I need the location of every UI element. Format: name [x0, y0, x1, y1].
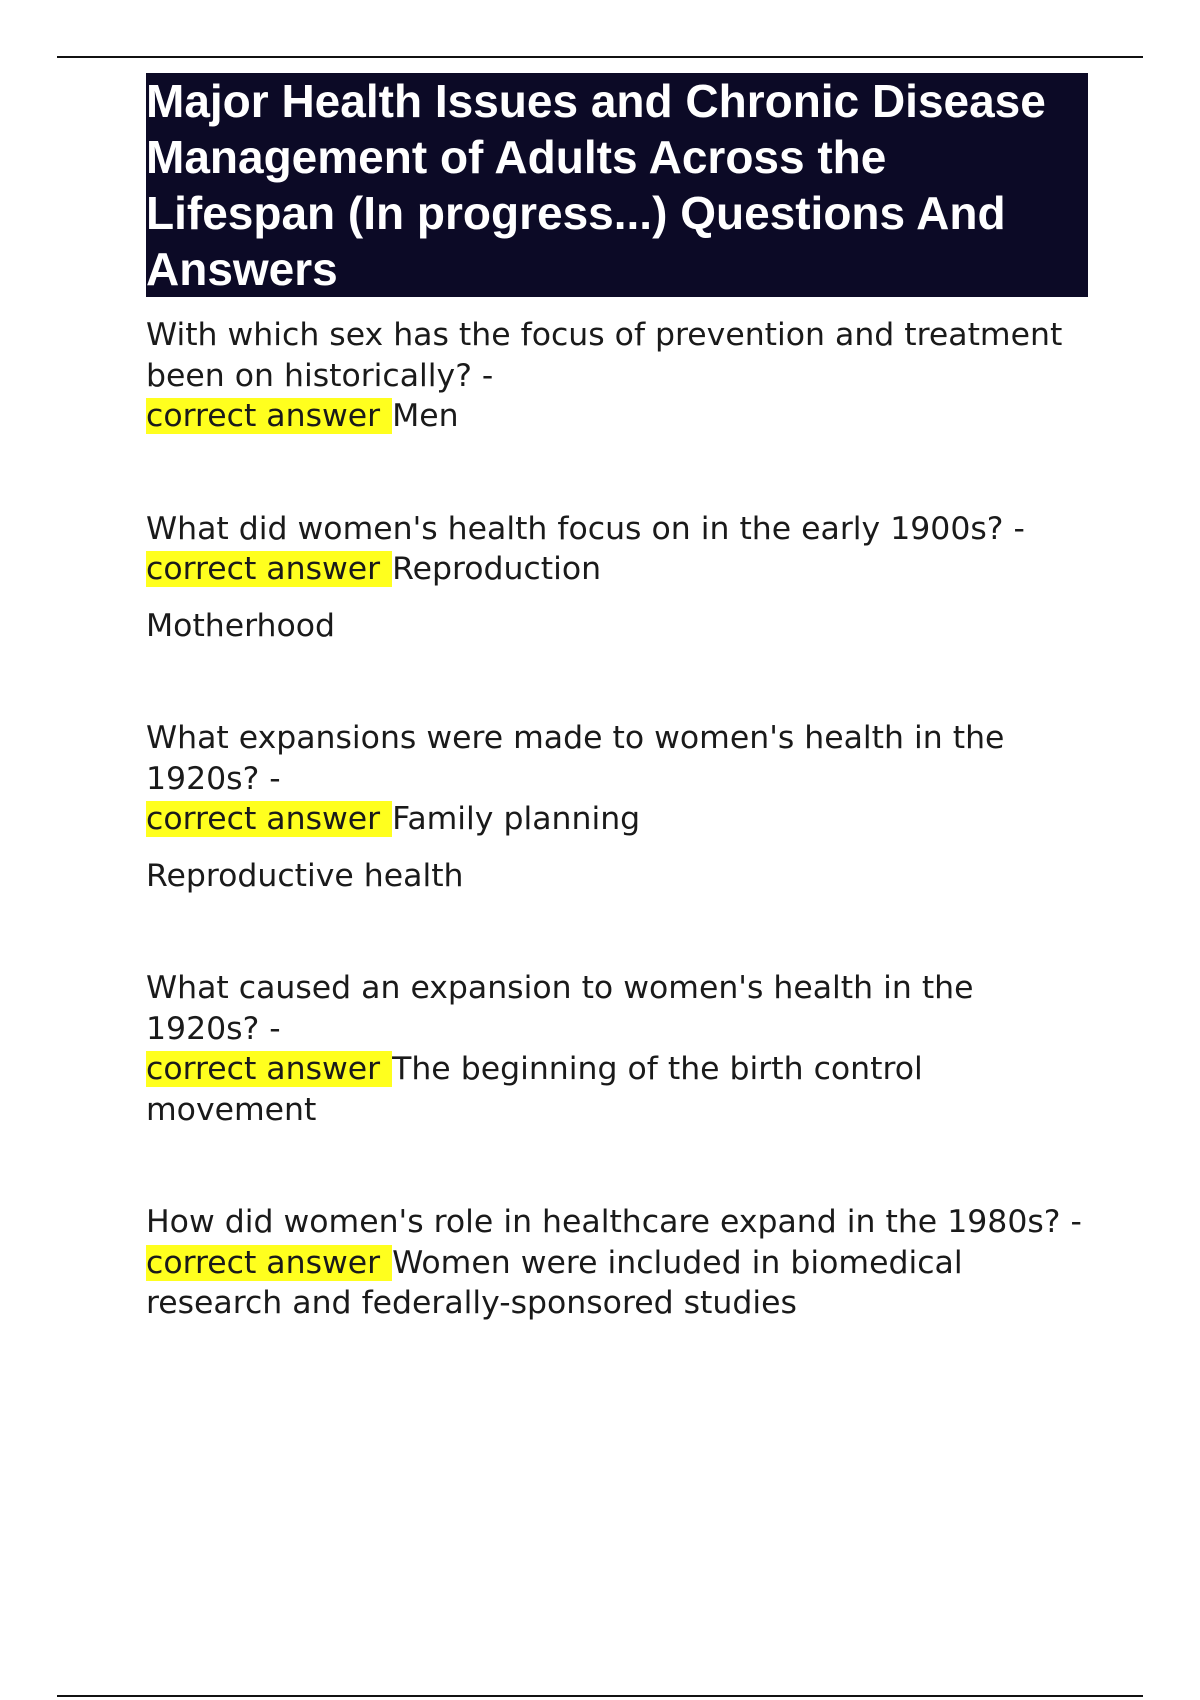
answer-label-highlight: correct answer — [146, 801, 392, 837]
qa-item — [146, 1202, 1088, 1324]
answer-label-highlight: correct answer — [146, 1051, 392, 1087]
answer-line — [146, 396, 1088, 437]
qa-item — [146, 509, 1088, 647]
top-rule — [57, 56, 1143, 58]
answer-text: Men — [392, 398, 459, 434]
answer-line — [146, 549, 1088, 590]
qa-item — [146, 718, 1088, 896]
question-text: What expansions were made to women's health in the 1920s? - — [146, 720, 1005, 797]
question-text: With which sex has the focus of prevention and treatment been on historically? - — [146, 317, 1063, 394]
answer-line — [146, 1049, 1088, 1130]
question-text: How did women's role in healthcare expand in the 1980s? - — [146, 1204, 1082, 1240]
answer-extra-text: Motherhood — [146, 607, 336, 644]
answer-text: Reproduction — [392, 551, 602, 587]
document-title: Major Health Issues and Chronic Disease Management of Adults Across the Lifespan (In progress...) Questions And Answers — [146, 73, 1088, 297]
answer-label-highlight: correct answer — [146, 398, 392, 434]
answer-extra-text: Reproductive health — [146, 857, 464, 894]
answer-label-highlight: correct answer — [146, 551, 392, 587]
qa-item — [146, 315, 1088, 437]
answer-text: Women were included in biomedical research and federally-sponsored studies — [146, 1244, 963, 1321]
qa-item — [146, 968, 1088, 1130]
answer-line — [146, 1243, 1088, 1324]
answer-text: The beginning of the birth control movement — [146, 1051, 923, 1128]
answer-line — [146, 799, 1088, 840]
bottom-rule — [57, 1695, 1143, 1697]
document-body — [146, 73, 1088, 1396]
qa-list — [146, 315, 1088, 1324]
answer-text: Family planning — [392, 801, 641, 837]
question-text: What did women's health focus on in the early 1900s? - — [146, 510, 1025, 547]
answer-label-highlight: correct answer — [146, 1245, 392, 1281]
question-text: What caused an expansion to women's health in the 1920s? - — [146, 970, 974, 1047]
